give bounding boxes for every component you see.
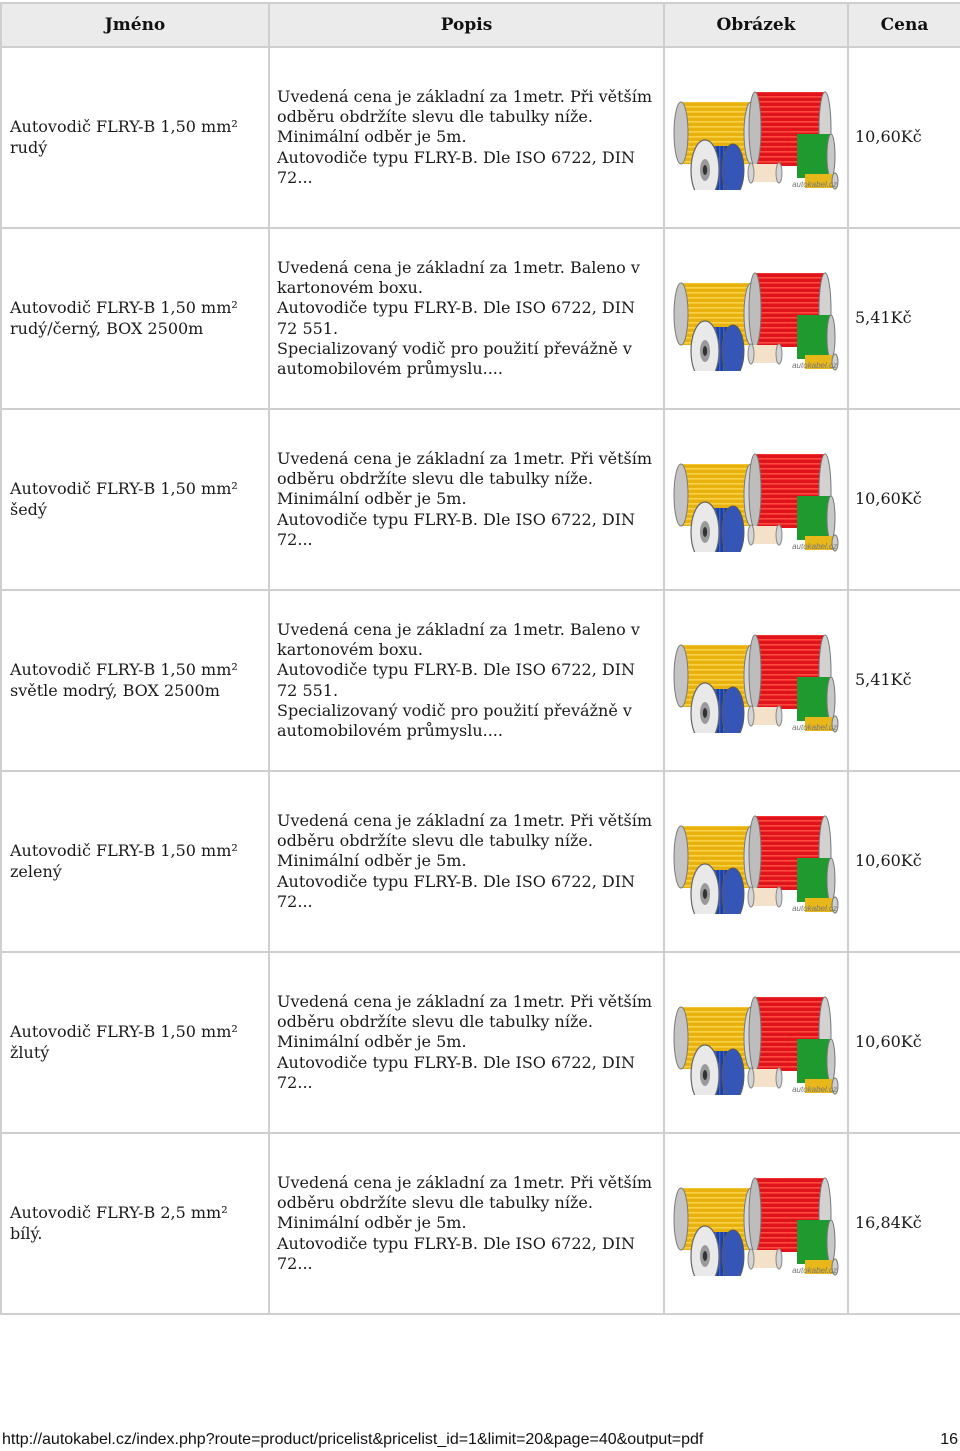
product-price: 16,84Kč [848,1133,960,1314]
product-description: Uvedená cena je základní za 1metr. Baleno v kartonovém boxu. Autovodiče typu FLRY-B. Dle ISO 6722, DIN 72 551. Specializovaný vodič pro použití převážně v automobilovém průmyslu.... [277,619,640,741]
image-watermark: autokabel.cz [792,722,837,732]
table-row [1,771,960,952]
cable-spools-image [671,448,841,552]
product-image-cell [664,771,848,952]
table-row [1,228,960,409]
product-description: Uvedená cena je základní za 1metr. Při větším odběru obdržíte slevu dle tabulky níže. Minimální odběr je 5m. Autovodiče typu FLRY-B. Dle ISO 6722, DIN 72... [277,86,652,187]
col-header-price: Cena [848,3,960,47]
product-description: Uvedená cena je základní za 1metr. Při větším odběru obdržíte slevu dle tabulky níže. Minimální odběr je 5m. Autovodiče typu FLRY-B. Dle ISO 6722, DIN 72... [277,810,652,911]
product-name: Autovodič FLRY-B 1,50 mm² světle modrý, BOX 2500m [1,590,269,771]
product-description-cell [269,952,664,1133]
cable-spools-image [671,1172,841,1276]
image-watermark: autokabel.cz [792,903,837,913]
product-image-cell [664,590,848,771]
pricelist-table [0,2,960,1315]
product-price: 10,60Kč [848,409,960,590]
product-image-cell [664,952,848,1133]
table-row [1,952,960,1133]
product-name: Autovodič FLRY-B 2,5 mm² bílý. [1,1133,269,1314]
product-name: Autovodič FLRY-B 1,50 mm² žlutý [1,952,269,1133]
product-price: 10,60Kč [848,47,960,228]
product-description: Uvedená cena je základní za 1metr. Při větším odběru obdržíte slevu dle tabulky níže. Minimální odběr je 5m. Autovodiče typu FLRY-B. Dle ISO 6722, DIN 72... [277,1172,652,1273]
product-description-cell [269,228,664,409]
product-description: Uvedená cena je základní za 1metr. Při větším odběru obdržíte slevu dle tabulky níže. Minimální odběr je 5m. Autovodiče typu FLRY-B. Dle ISO 6722, DIN 72... [277,448,652,549]
table-row [1,1133,960,1314]
product-description-cell [269,47,664,228]
product-name: Autovodič FLRY-B 1,50 mm² rudý/černý, BOX 2500m [1,228,269,409]
table-row [1,47,960,228]
cable-spools-image [671,267,841,371]
table-row [1,590,960,771]
image-watermark: autokabel.cz [792,179,837,189]
col-header-image: Obrázek [664,3,848,47]
product-price: 5,41Kč [848,228,960,409]
product-name: Autovodič FLRY-B 1,50 mm² šedý [1,409,269,590]
page-footer [0,1431,960,1451]
table-row [1,409,960,590]
image-watermark: autokabel.cz [792,360,837,370]
col-header-description: Popis [269,3,664,47]
product-description-cell [269,409,664,590]
product-description: Uvedená cena je základní za 1metr. Baleno v kartonovém boxu. Autovodiče typu FLRY-B. Dle ISO 6722, DIN 72 551. Specializovaný vodič pro použití převážně v automobilovém průmyslu.... [277,257,640,379]
product-description: Uvedená cena je základní za 1metr. Při větším odběru obdržíte slevu dle tabulky níže. Minimální odběr je 5m. Autovodiče typu FLRY-B. Dle ISO 6722, DIN 72... [277,991,652,1092]
cable-spools-image [671,991,841,1095]
product-name: Autovodič FLRY-B 1,50 mm² zelený [1,771,269,952]
col-header-name: Jméno [1,3,269,47]
cable-spools-image [671,629,841,733]
product-image-cell [664,228,848,409]
product-description-cell [269,590,664,771]
page-number: 16 [940,1431,958,1448]
product-price: 10,60Kč [848,771,960,952]
footer-url: http://autokabel.cz/index.php?route=product/pricelist&pricelist_id=1&limit=20&page=40&output=pdf [2,1431,704,1448]
cable-spools-image [671,810,841,914]
product-price: 10,60Kč [848,952,960,1133]
product-description-cell [269,771,664,952]
product-description-cell [269,1133,664,1314]
image-watermark: autokabel.cz [792,1265,837,1275]
product-image-cell [664,409,848,590]
product-price: 5,41Kč [848,590,960,771]
image-watermark: autokabel.cz [792,541,837,551]
product-name: Autovodič FLRY-B 1,50 mm² rudý [1,47,269,228]
product-image-cell [664,47,848,228]
cable-spools-image [671,86,841,190]
image-watermark: autokabel.cz [792,1084,837,1094]
product-image-cell [664,1133,848,1314]
table-header-row [1,3,960,47]
